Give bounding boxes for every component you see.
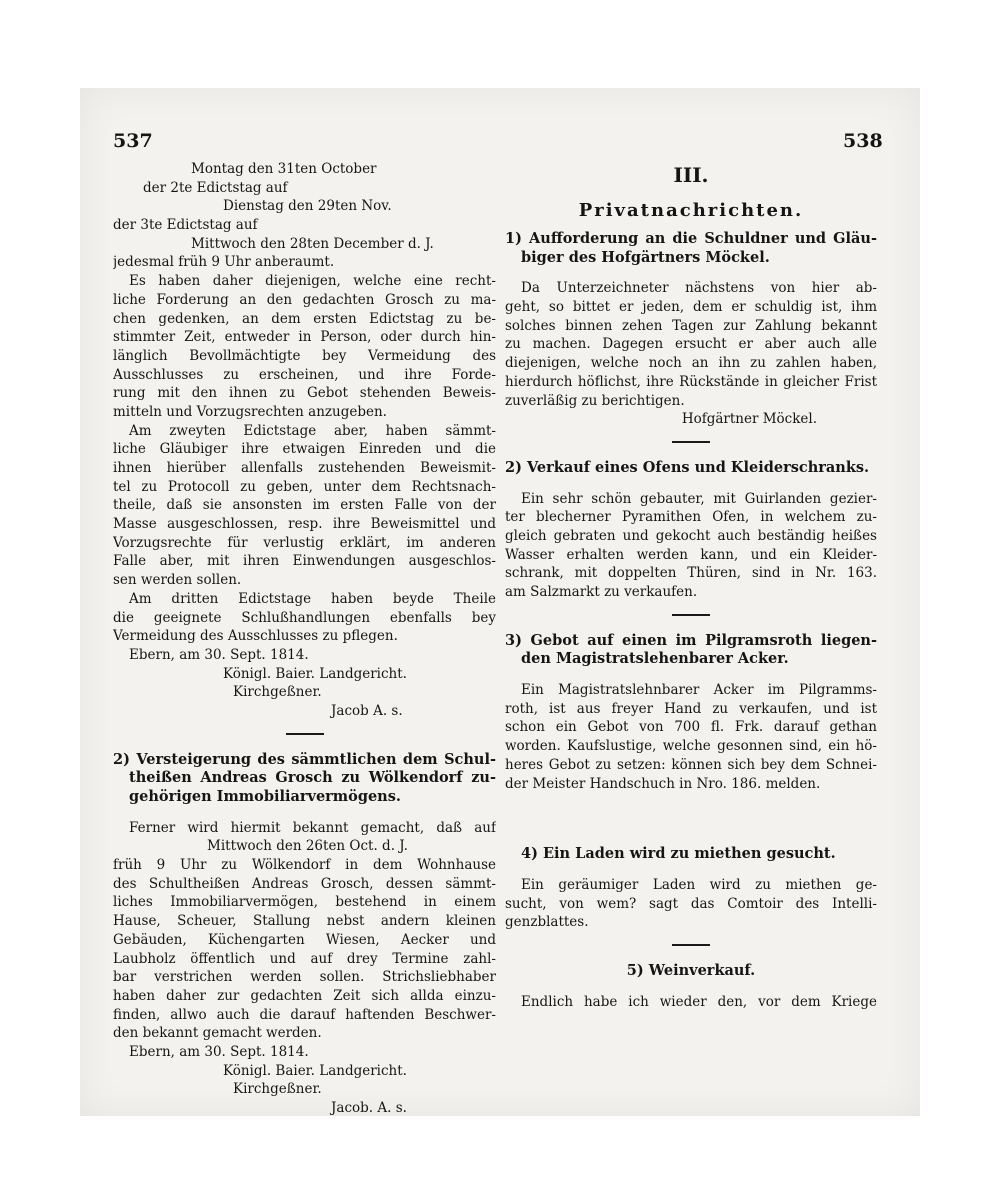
text-line: chen gedenken, an dem ersten Edictstag zu be-	[113, 310, 496, 327]
text-line: liches Immobiliarvermögen, bestehend in einem	[113, 894, 496, 911]
text-line: stimmter Zeit, entweder in Person, oder durch hin-	[113, 329, 496, 346]
text-line: geht, so bittet er jeden, dem er schuldig ist, ihm	[505, 299, 877, 316]
text-line: Ein sehr schön gebauter, mit Guirlanden gezier-	[521, 490, 877, 507]
section-heading: 3) Gebot auf einen im Pilgramsroth liegen-	[505, 631, 877, 649]
date-line: der 2te Edictstag auf	[143, 179, 288, 196]
text-line: schon ein Gebot von 700 fl. Frk. darauf gethan	[505, 719, 877, 736]
section-heading: gehörigen Immobiliarvermögens.	[129, 788, 401, 805]
text-line: liche Forderung an den gedachten Grosch zu ma-	[113, 291, 496, 308]
signature-court: Königl. Baier. Landgericht.	[223, 665, 407, 682]
text-line: roth, ist aus freyer Hand zu verkaufen, und ist	[505, 700, 877, 717]
date-line: jedesmal früh 9 Uhr anberaumt.	[113, 254, 335, 271]
text-line: zu machen. Dagegen ersucht er aber auch alle	[505, 336, 877, 353]
text-line: haben daher zur gedachten Zeit sich allda einzu-	[113, 987, 496, 1004]
text-line: bar verstrichen werden sollen. Strichsliebhaber	[113, 969, 496, 986]
text-line: Ein geräumiger Laden wird zu miethen ge-	[521, 876, 877, 893]
text-line: Laubholz öffentlich und auf drey Termine zahl-	[113, 950, 496, 967]
text-line: heres Gebot zu setzen: können sich bey dem Schnei-	[505, 756, 877, 773]
signature-clerk: Jacob A. s.	[331, 702, 403, 719]
text-line: die geeignete Schlußhandlungen ebenfalls bey	[113, 609, 496, 626]
signature-official: Kirchgeßner.	[233, 684, 322, 701]
text-line: den bekannt gemacht werden.	[113, 1025, 322, 1042]
date-line: Montag den 31ten October	[191, 161, 377, 177]
text-line: länglich Bevollmächtigte bey Vermeidung des	[113, 347, 496, 364]
text-line: Am zweyten Edictstage aber, haben sämmt-	[129, 422, 496, 439]
text-line: Gebäuden, Küchengarten Wiesen, Aecker und	[113, 931, 496, 948]
text-line: genzblattes.	[505, 914, 589, 931]
text-line: Wasser erhalten werden kann, und ein Kleider-	[505, 546, 877, 563]
text-line: Ausschlusses zu erscheinen, und ihre Forde-	[113, 366, 496, 383]
text-line: Es haben daher diejenigen, welche eine recht-	[129, 273, 496, 290]
text-line: zuverläßig zu berichtigen.	[505, 392, 685, 409]
text-line: worden. Kaufslustige, welche gesonnen sind, ein hö-	[505, 738, 877, 755]
text-line: finden, allwo auch die darauf haftenden Beschwer-	[113, 1006, 496, 1023]
section-heading: 1) Aufforderung an die Schuldner und Gläu-	[505, 230, 877, 247]
page-number-right: 538	[843, 130, 883, 152]
text-line: diejenigen, welche noch an ihn zu zahlen haben,	[505, 355, 877, 372]
text-line: solches binnen zehen Tagen zur Zahlung bekannt	[505, 317, 877, 334]
date-line: Mittwoch den 28ten December d. J.	[191, 235, 434, 252]
text-line: Ein Magistratslehnbarer Acker im Pilgramms-	[521, 682, 877, 699]
section-heading: biger des Hofgärtners Möckel.	[521, 248, 770, 266]
text-line: Mittwoch den 26ten Oct. d. J.	[207, 838, 408, 855]
section-title: Privatnachrichten.	[578, 200, 804, 221]
right-column	[505, 160, 877, 1011]
section-divider	[672, 441, 710, 443]
text-line: rung mit den ihnen zu Gebot stehenden Beweis-	[113, 385, 496, 402]
text-line: Am dritten Edictstage haben beyde Theile	[129, 590, 496, 607]
text-line: sen werden sollen.	[113, 572, 242, 589]
section-divider	[286, 733, 324, 735]
section-heading: 4) Ein Laden wird zu miethen gesucht.	[521, 845, 836, 863]
signature-official: Kirchgeßner.	[233, 1081, 322, 1098]
text-line: liche Gläubiger ihre etwaigen Einreden und die	[113, 441, 496, 458]
text-line: Endlich habe ich wieder den, vor dem Kriege	[521, 993, 877, 1010]
text-line: am Salzmarkt zu verkaufen.	[505, 584, 698, 600]
text-line: schrank, mit doppelten Thüren, sind in Nr. 163.	[505, 565, 877, 582]
signature-place: Ebern, am 30. Sept. 1814.	[129, 1043, 309, 1060]
text-line: Vorzugsrechte für verlustig erklärt, im anderen	[113, 534, 496, 551]
text-line: der Meister Handschuch in Nro. 186. melden.	[505, 775, 821, 792]
text-line: Falle aber, mit ihren Einwendungen ausgeschlos-	[113, 553, 496, 570]
section-heading: 2) Verkauf eines Ofens und Kleiderschranks.	[505, 458, 870, 476]
date-line: der 3te Edictstag auf	[113, 217, 258, 234]
page-number-left: 537	[113, 130, 153, 152]
text-line: hierdurch höflichst, ihre Rückstände in gleicher Frist	[505, 373, 877, 390]
section-heading: theißen Andreas Grosch zu Wölkendorf zu-	[129, 769, 496, 787]
text-line: gleich gebraten und gekocht auch beständig heißes	[505, 527, 877, 544]
text-line: tel zu Protocoll zu geben, unter dem Rechtsnach-	[113, 478, 496, 495]
signature-court: Königl. Baier. Landgericht.	[223, 1062, 407, 1079]
text-line: Masse ausgeschlossen, resp. ihre Beweismittel und	[113, 516, 496, 533]
text-line: theile, daß sie ansonsten im ersten Falle von der	[113, 497, 496, 514]
signature: Hofgärtner Möckel.	[681, 411, 817, 428]
text-line: Vermeidung des Ausschlusses zu pflegen.	[113, 628, 398, 645]
text-line: Hause, Scheuer, Stallung nebst andern kleinen	[113, 913, 496, 930]
signature-place: Ebern, am 30. Sept. 1814.	[129, 646, 309, 663]
left-column	[113, 160, 496, 1118]
section-heading: 2) Versteigerung des sämmtlichen dem Schul-	[113, 750, 496, 768]
section-divider	[672, 944, 710, 946]
text-line: früh 9 Uhr zu Wölkendorf in dem Wohnhause	[113, 857, 496, 874]
section-heading: 5) Weinverkauf.	[626, 961, 756, 979]
text-line: ter blecherner Pyramithen Ofen, in welchem zu-	[505, 509, 877, 526]
date-line: Dienstag den 29ten Nov.	[223, 198, 392, 215]
text-line: ihnen hierüber allenfalls zustehenden Beweismit-	[113, 460, 496, 476]
section-heading: den Magistratslehenbarer Acker.	[521, 650, 789, 668]
text-line: mitteln und Vorzugsrechten anzugeben.	[113, 403, 387, 420]
text-line: sucht, von wem? sagt das Comtoir des Intelli-	[505, 895, 877, 912]
signature-clerk: Jacob. A. s.	[331, 1100, 407, 1116]
text-line: des Schultheißen Andreas Grosch, dessen sämmt-	[113, 875, 496, 892]
section-divider	[672, 614, 710, 616]
section-number: III.	[673, 163, 709, 187]
text-line: Da Unterzeichneter nächstens von hier ab-	[521, 280, 877, 297]
text-line: Ferner wird hiermit bekannt gemacht, daß auf	[129, 819, 496, 836]
